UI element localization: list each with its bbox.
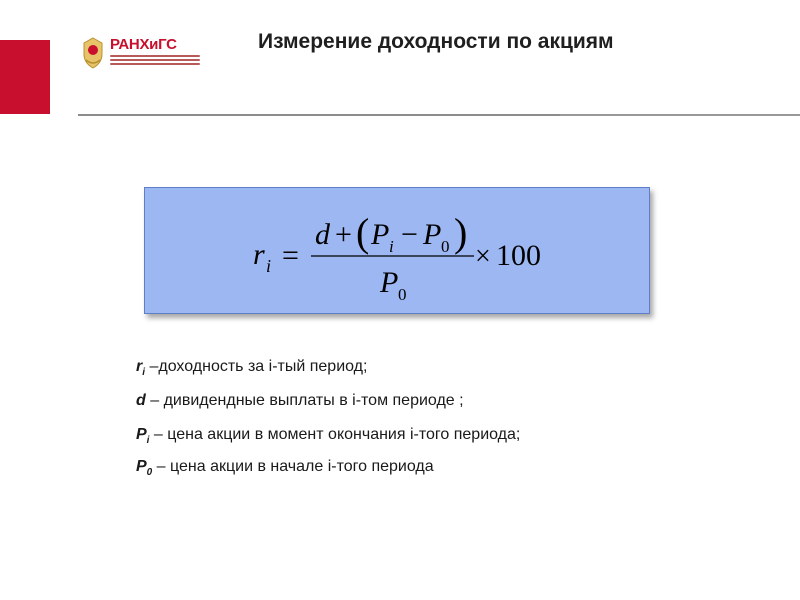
formula-lhs-sub: i [266,256,272,276]
formula-lhs-symbol: r [253,238,265,271]
formula-num-P2-sub: 0 [441,237,450,256]
formula-num-close: ) [454,210,468,255]
accent-bar [0,40,50,114]
header-divider-right [560,114,800,116]
formula-den-P-sub: 0 [398,285,407,304]
formula-num-plus: + [335,218,352,251]
formula-num-d: d [315,218,330,251]
legend-subscript: i [146,435,150,446]
legend-symbol: d [136,392,146,409]
formula-times: × [475,241,491,272]
logo-text: РАНХиГС [110,36,177,53]
legend-symbol: P [136,458,147,475]
logo [80,36,220,72]
legend-item [136,358,367,376]
legend-text: – дивидендные выплаты в i-том периоде ; [145,392,464,409]
page-title: Измерение доходности по акциям [258,30,614,53]
legend-subscript: 0 [146,467,153,478]
legend-item [136,426,520,444]
logo-subtitle-lines [110,55,200,67]
legend-symbol: P [136,426,147,443]
formula-box [144,187,650,314]
legend-text: – цена акции в начале i-того периода [152,458,434,475]
formula-den-P: P [380,266,399,299]
legend-subscript: i [142,367,146,378]
emblem-icon [80,36,106,70]
formula-num-P2: P [423,218,442,251]
formula-factor: 100 [496,239,541,272]
legend-text: – цена акции в момент окончания i-того периода; [149,426,521,443]
formula-num-P1: P [371,218,390,251]
legend-item [136,392,464,410]
formula-num-open: ( [356,210,370,255]
formula-num-minus: − [401,218,418,251]
return-formula [145,188,649,313]
legend-item [136,458,434,476]
formula-equals: = [282,239,299,272]
header-divider [78,114,573,116]
legend-text: –доходность за i-тый период; [145,358,368,375]
formula-num-P1-sub: i [389,237,394,256]
legend-symbol: r [136,358,143,375]
